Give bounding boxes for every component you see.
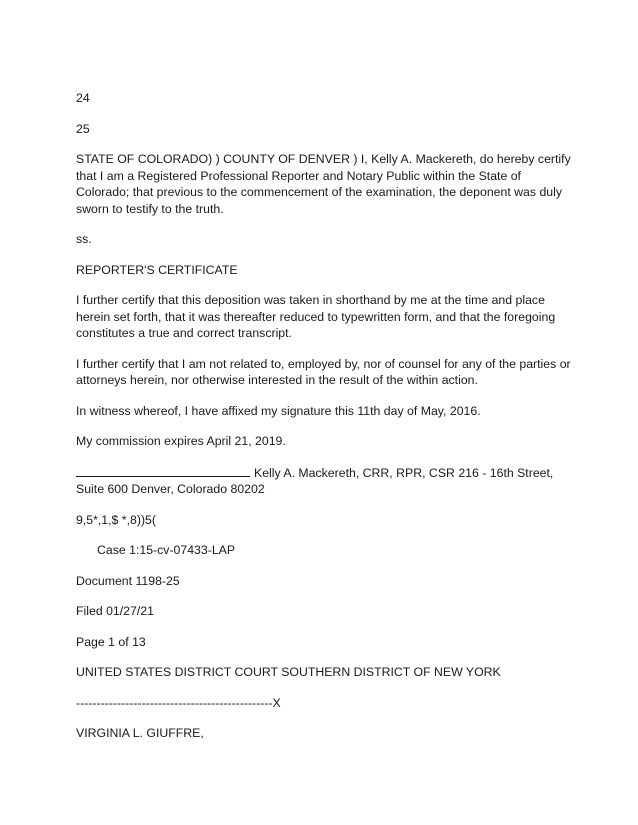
further-certify-paragraph-1: I further certify that this deposition was taken in shorthand by me at the time and place herein set forth, that it was thereafter reduced to typewritten form, and that the foregoing constitutes a true and correct transcript. bbox=[76, 293, 556, 340]
signature-block bbox=[76, 464, 576, 498]
line-number-25: 25 bbox=[76, 121, 90, 136]
ss-text: ss. bbox=[76, 232, 92, 246]
commission-paragraph: My commission expires April 21, 2019. bbox=[76, 434, 286, 448]
party-name: VIRGINIA L. GIUFFRE, bbox=[76, 726, 204, 740]
further-certify-paragraph-2: I further certify that I am not related to, employed by, nor of counsel for any of the parties or attorneys herein, nor otherwise interested in the result of the within action. bbox=[76, 356, 571, 387]
line-number-24: 24 bbox=[76, 91, 90, 105]
signature-text: Kelly A. Mackereth, CRR, RPR, CSR 216 - 16th Street, Suite 600 Denver, Colorado 80202 bbox=[76, 465, 554, 496]
separator-line: ------------------------------------------------X bbox=[76, 695, 281, 710]
signature-line bbox=[76, 464, 250, 477]
court-name: UNITED STATES DISTRICT COURT SOUTHERN DISTRICT OF NEW YORK bbox=[76, 665, 501, 679]
state-certification-paragraph: STATE OF COLORADO) ) COUNTY OF DENVER ) I, Kelly A. Mackereth, do hereby certify that I am a Registered Professional Reporter and Notary Public within the State of Colorado; that previous to the commencement of the examination, the deponent was duly sworn to testify to the truth. bbox=[76, 152, 571, 216]
page-number: Page 1 of 13 bbox=[76, 634, 146, 649]
garbled-stamp-text: 9,5*,1,$ *,8))5( bbox=[76, 512, 156, 527]
filed-date: Filed 01/27/21 bbox=[76, 604, 154, 618]
document-page bbox=[76, 90, 576, 756]
case-number: Case 1:15-cv-07433-LAP bbox=[97, 543, 236, 557]
witness-paragraph: In witness whereof, I have affixed my signature this 11th day of May, 2016. bbox=[76, 403, 481, 418]
certificate-heading: REPORTER'S CERTIFICATE bbox=[76, 262, 238, 277]
document-number: Document 1198-25 bbox=[76, 573, 180, 588]
